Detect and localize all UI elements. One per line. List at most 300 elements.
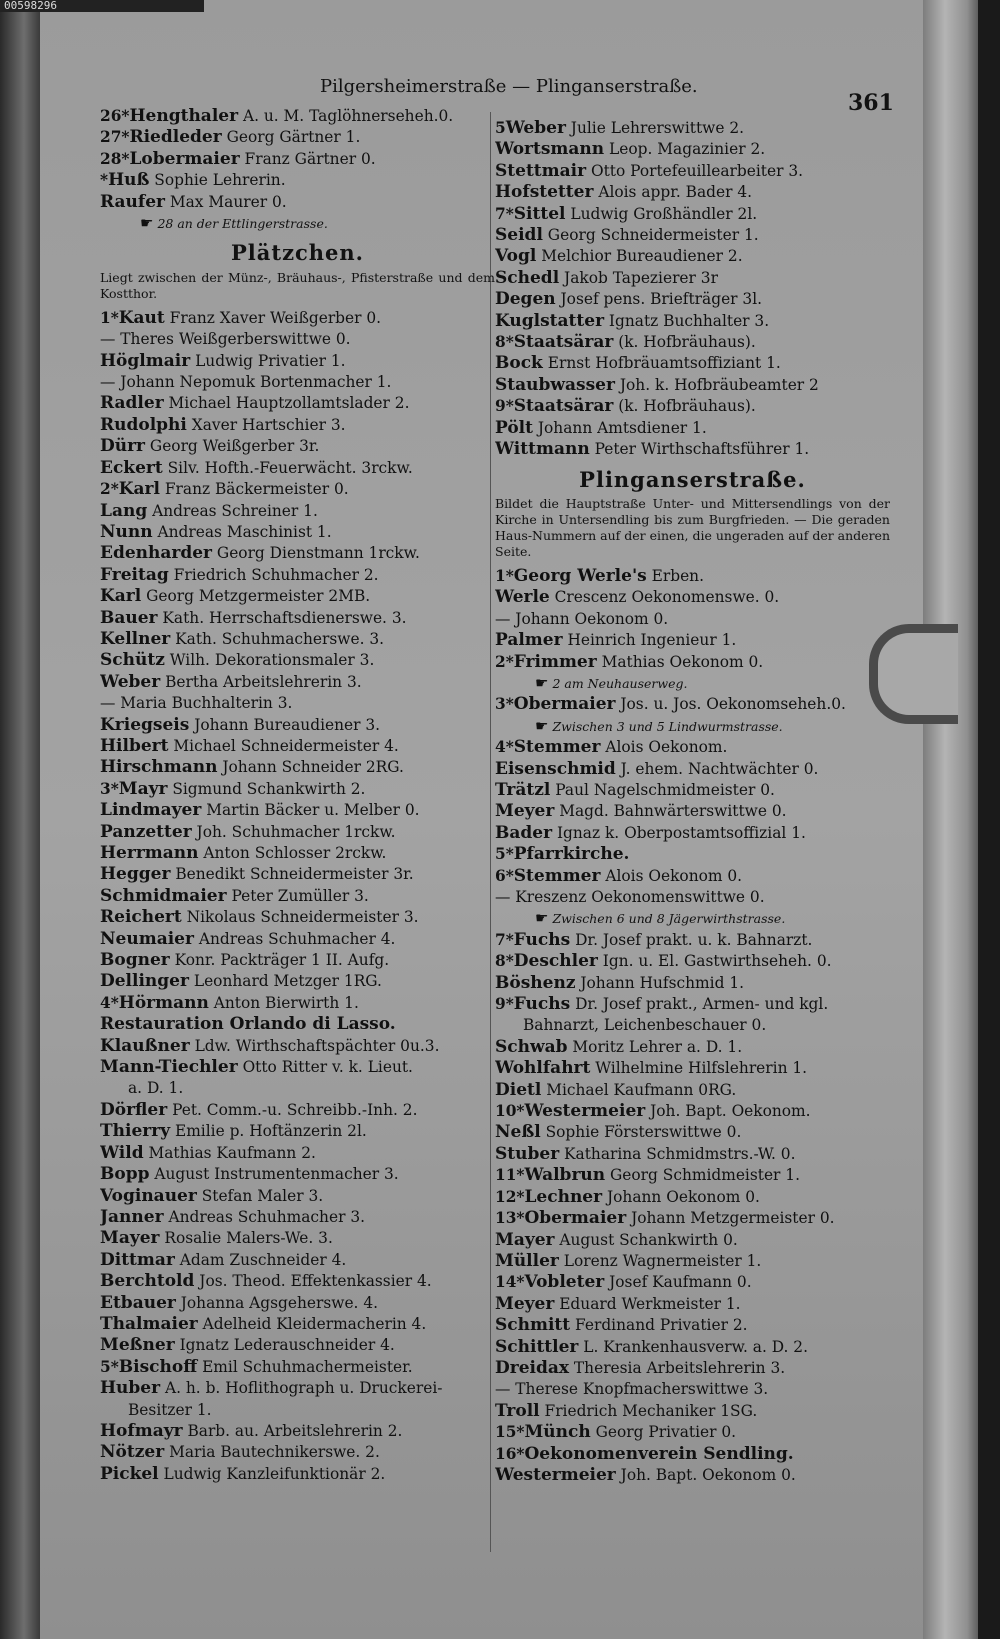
resident-surname: Meßner [100,1335,175,1356]
house-number: 14* [495,1273,525,1292]
directory-entry [495,439,890,460]
resident-details: Georg Schneidermeister 1. [542,226,759,245]
resident-surname: Eckert [100,457,163,478]
house-number: 15* [495,1423,525,1442]
resident-surname: Werle [495,587,550,608]
resident-details: A. u. M. Taglöhnerseheh.0. [238,107,454,125]
resident-surname: Mayr [118,778,168,799]
resident-surname: Hilbert [100,735,169,756]
directory-entry [100,1100,495,1121]
resident-surname: Wortsmann [495,139,605,160]
directory-entry [100,351,495,372]
resident-surname: Restauration Orlando di Lasso. [100,1014,396,1035]
resident-details: Jakob Tapezierer 3r [559,268,718,287]
directory-entry [495,1465,890,1486]
directory-entry [100,458,495,479]
resident-details: Ernst Hofbräuamtsoffiziant 1. [542,354,781,373]
directory-entry [100,127,495,148]
resident-details: Leonhard Metzger 1RG. [188,972,382,991]
house-number: 4* [100,993,119,1012]
scan-id: 00598296 [0,0,204,12]
resident-details: Xaver Hartschier 3. [186,415,346,434]
directory-entry [100,149,495,170]
resident-details: Ludwig Privatier 1. [190,351,346,370]
resident-details: Melchior Bureaudiener 2. [536,247,743,266]
directory-entry [495,1444,890,1465]
resident-details: Johann Bureaudiener 3. [189,715,381,734]
directory-entry [495,1358,890,1379]
directory-entry [100,779,495,800]
right-entries [495,566,890,1486]
directory-entry [495,1272,890,1293]
resident-surname: Stemmer [513,865,601,886]
resident-surname: Hofstetter [495,182,594,203]
resident-details: Joh. Bapt. Oekonom. [645,1102,811,1121]
directory-entry [100,501,495,522]
directory-entry [495,801,890,822]
directory-entry [100,372,495,393]
resident-surname: Bock [495,353,543,374]
directory-entry [100,1078,495,1099]
directory-entry [495,311,890,332]
resident-details: Sigmund Schankwirth 2. [167,779,366,798]
resident-details: Andreas Maschinist 1. [152,522,332,541]
resident-surname: Höglmair [100,350,191,371]
directory-entry [100,1228,495,1249]
resident-details: Friedrich Mechaniker 1SG. [539,1401,758,1420]
directory-entry [100,886,495,907]
directory-entry [495,887,890,908]
resident-details: Konr. Packträger 1 II. Aufg. [169,951,390,970]
resident-details: Kath. Herrschaftsdienerswe. 3. [157,608,407,627]
resident-details: Josef pens. Briefträger 3l. [555,290,763,309]
directory-entry [100,329,495,350]
resident-details: L. Krankenhausverw. a. D. 2. [578,1337,808,1356]
resident-details: Paul Nagelschmidmeister 0. [550,780,775,799]
directory-entry [495,204,890,225]
resident-surname: Dittmar [100,1249,175,1270]
directory-entry [495,1144,890,1165]
directory-entry [495,1315,890,1336]
house-number: 7* [495,204,514,223]
resident-details: Anton Schlosser 2rckw. [198,844,387,862]
left-top-entries [100,106,495,213]
directory-entry [495,951,890,972]
resident-surname: Hofmayr [100,1420,183,1441]
resident-details: Nikolaus Schneidermeister 3. [181,908,419,927]
resident-details: Michael Kaufmann 0RG. [541,1080,737,1099]
resident-surname: Schedl [495,267,560,288]
house-number: 3* [100,779,119,798]
resident-surname: Schittler [495,1336,579,1357]
resident-details: Bahnarzt, Leichenbeschauer 0. [523,1016,767,1035]
resident-details: Emil Schuhmachermeister. [197,1357,413,1376]
resident-surname: Sittel [513,203,566,224]
directory-entry [495,823,890,844]
resident-surname: Weber [100,671,161,692]
resident-details: — Kreszenz Oekonomenswittwe 0. [495,888,765,906]
directory-entry [495,1230,890,1251]
resident-details: Theresia Arbeitslehrerin 3. [569,1358,786,1377]
resident-surname: Wittmann [495,439,590,460]
resident-details: Ignatz Buchhalter 3. [604,311,770,330]
directory-entry [495,1058,890,1079]
directory-entry [100,393,495,414]
resident-surname: Staatsärar [513,332,614,353]
resident-details: Crescenz Oekonomenswe. 0. [549,588,780,607]
resident-surname: Weber [505,118,566,138]
resident-details: Andreas Schuhmacher 4. [193,929,396,948]
house-number: 5* [495,845,514,864]
directory-entry [495,353,890,374]
resident-surname: Pölt [495,417,533,438]
resident-details: Benedikt Schneidermeister 3r. [170,865,414,884]
resident-surname: Dörfler [100,1099,168,1120]
resident-details: Joh. Bapt. Oekonom 0. [615,1465,796,1484]
right-column [495,118,890,1486]
street-heading-plaetzchen: Plätzchen. [231,240,364,266]
resident-details: Otto Portefeuillearbeiter 3. [586,161,803,180]
resident-surname: Deschler [513,951,598,972]
resident-surname: Kaut [118,307,165,328]
directory-entry [100,1186,495,1207]
resident-details: Ignaz k. Oberpostamtsoffizial 1. [552,823,806,842]
directory-entry [495,118,890,139]
resident-details: Johann Amtsdiener 1. [532,418,707,437]
resident-surname: Edenharder [100,543,213,564]
resident-surname: Dellinger [100,971,189,992]
resident-surname: Dürr [100,436,146,457]
directory-entry [495,759,890,780]
resident-details: Johann Schneider 2RG. [217,758,404,777]
cross-reference [495,716,890,737]
resident-surname: Bader [495,822,553,843]
resident-details: Franz Xaver Weißgerber 0. [164,308,382,327]
resident-surname: Mayer [495,1229,555,1250]
resident-details: Josef Kaufmann 0. [604,1273,752,1292]
resident-surname: Pfarrkirche. [513,844,630,865]
resident-details: Alois Oekonom. [600,738,728,757]
resident-surname: Bopp [100,1164,150,1185]
directory-entry [100,1378,495,1399]
resident-details: — Johann Nepomuk Bortenmacher 1. [100,373,392,392]
directory-entry [495,289,890,310]
resident-details: Dr. Josef prakt. u. k. Bahnarzt. [570,930,813,949]
directory-entry [100,1421,495,1442]
directory-entry [100,586,495,607]
resident-details: Mathias Kaufmann 2. [143,1143,316,1162]
resident-surname: Nunn [100,521,153,542]
resident-details: a. D. 1. [128,1079,184,1098]
directory-entry [100,1357,495,1378]
directory-entry [100,436,495,457]
directory-entry [100,1121,495,1142]
resident-surname: Stuber [495,1143,560,1164]
street-description: Liegt zwischen der Münz-, Bräuhaus-, Pfisterstraße und dem Kostthor. [100,269,495,301]
resident-details: Ludwig Großhändler 2l. [565,204,758,223]
directory-entry [495,973,890,994]
resident-surname: Stettmair [495,160,587,181]
resident-surname: Fuchs [513,929,571,950]
right-top-entries [495,118,890,461]
directory-entry [100,929,495,950]
house-number: 3* [495,695,514,714]
directory-entry [495,332,890,353]
directory-entry [100,1293,495,1314]
resident-details: Wilhelmine Hilfslehrerin 1. [590,1059,808,1078]
directory-entry [100,822,495,843]
directory-entry [100,543,495,564]
resident-surname: Kellner [100,628,171,649]
house-number: 7* [495,930,514,949]
resident-details: Wilh. Dekorationsmaler 3. [164,651,375,670]
resident-details: Barb. au. Arbeitslehrerin 2. [182,1421,403,1440]
resident-details: Georg Dienstmann 1rckw. [212,544,420,563]
page-number: 361 [848,90,894,116]
resident-surname: Huß [108,170,150,191]
directory-entry [100,608,495,629]
resident-surname: Münch [524,1422,591,1443]
directory-entry [495,780,890,801]
resident-surname: Westermeier [495,1464,616,1485]
resident-details: — Therese Knopfmacherswittwe 3. [495,1380,769,1399]
resident-details: Maria Bautechnikerswe. 2. [164,1443,380,1462]
resident-details: Johanna Agsgeherswe. 4. [175,1293,379,1312]
resident-details: J. ehem. Nachtwächter 0. [615,759,819,778]
directory-entry [495,139,890,160]
left-entries [100,308,495,1485]
resident-surname: Hengthaler [129,106,239,126]
directory-entry [100,907,495,928]
resident-details: Eduard Werkmeister 1. [554,1294,741,1313]
resident-details: Georg Gärtner 1. [221,128,361,147]
resident-surname: Lechner [524,1186,603,1207]
directory-entry [495,246,890,267]
resident-details: Katharina Schmidmstrs.-W. 0. [559,1144,796,1163]
resident-details: Michael Schneidermeister 4. [168,736,399,755]
resident-details: Julie Lehrerswittwe 2. [565,119,745,137]
directory-entry [495,396,890,417]
house-number: 1* [100,308,119,327]
directory-entry [100,1271,495,1292]
house-number: 8* [495,333,514,352]
directory-entry [100,1314,495,1335]
directory-entry [100,629,495,650]
resident-surname: Panzetter [100,821,192,842]
resident-details: Franz Bäckermeister 0. [159,480,349,499]
directory-entry [100,1464,495,1485]
directory-entry [100,1014,495,1035]
resident-surname: Schwab [495,1036,568,1057]
directory-entry [495,694,890,715]
resident-details: Sophie Lehrerin. [149,171,286,190]
house-number: 26* [100,107,130,125]
resident-surname: Trätzl [495,779,551,800]
resident-details: Georg Privatier 0. [590,1423,737,1442]
cross-reference [495,908,890,929]
resident-details: Ignatz Lederauschneider 4. [174,1336,395,1355]
house-number: 9* [495,995,514,1014]
directory-entry [100,1164,495,1185]
house-number: 28* [100,149,130,168]
directory-entry [495,268,890,289]
resident-details: — Theres Weißgerberswittwe 0. [100,330,351,349]
resident-surname: Bauer [100,607,158,628]
resident-details: Anton Bierwirth 1. [208,993,359,1012]
directory-entry [495,1037,890,1058]
resident-details: — Johann Oekonom 0. [495,609,669,628]
house-number: 2* [100,480,119,499]
directory-entry [100,950,495,971]
resident-surname: Thierry [100,1121,171,1142]
resident-details: Dr. Josef prakt., Armen- und kgl. [570,995,829,1014]
directory-entry [100,757,495,778]
pointing-hand-icon: ☛ [140,214,154,233]
directory-entry [100,1057,495,1078]
resident-surname: Eisenschmid [495,758,616,779]
pointing-hand-icon: ☛ [535,909,549,928]
street-description: Bildet die Hauptstraße Unter- und Mittersendlings von der Kirche in Untersendling bis zum Burgfrieden. — Die geraden Haus-Nummern auf der einen, die ungeraden auf der anderen Seite. [495,495,890,559]
resident-surname: Staatsärar [513,396,614,417]
directory-entry [495,1165,890,1186]
resident-details: Besitzer 1. [128,1400,212,1419]
resident-details: Alois appr. Bader 4. [593,183,753,202]
resident-surname: Schütz [100,650,165,671]
cross-reference-text: Zwischen 6 und 8 Jägerwirthstrasse. [552,911,786,927]
resident-details: Ldw. Wirthschaftspächter 0u.3. [189,1036,440,1055]
resident-surname: Berchtold [100,1271,195,1292]
house-number: 27* [100,128,130,147]
resident-details: Georg Schmidmeister 1. [605,1166,800,1185]
resident-surname: Georg Werle's [513,565,647,586]
directory-entry [495,1422,890,1443]
resident-surname: Rudolphi [100,414,187,435]
resident-surname: Janner [100,1206,164,1227]
resident-surname: Wild [100,1142,144,1163]
directory-entry [100,736,495,757]
resident-details: (k. Hofbräuhaus). [613,333,756,352]
directory-entry [495,1251,890,1272]
house-number: 2* [495,652,514,671]
resident-details: Peter Zumüller 3. [226,886,369,905]
resident-surname: Nötzer [100,1442,165,1463]
resident-details: Sophie Försterswittwe 0. [540,1123,742,1142]
resident-details: Johann Hufschmid 1. [575,973,745,992]
resident-details: Georg Metzgermeister 2MB. [141,587,371,606]
resident-surname: Neßl [495,1122,541,1143]
resident-surname: Karl [100,586,142,607]
resident-surname: Pickel [100,1463,159,1484]
resident-surname: Obermaier [524,1208,627,1229]
directory-entry [495,1401,890,1422]
directory-entry [495,652,890,673]
directory-entry [495,1187,890,1208]
page-header: Pilgersheimerstraße — Plinganserstraße. [320,76,698,97]
resident-surname: Huber [100,1378,161,1399]
resident-details: Mathias Oekonom 0. [596,652,764,671]
resident-details: Lorenz Wagnermeister 1. [558,1251,762,1270]
resident-details: Jos. u. Jos. Oekonomseheh.0. [615,695,846,714]
resident-details: Georg Weißgerber 3r. [145,437,320,456]
resident-details: Stefan Maler 3. [196,1186,324,1205]
resident-details: Joh. Schuhmacher 1rckw. [191,822,396,841]
directory-entry [495,1379,890,1400]
resident-details: Heinrich Ingenieur 1. [562,631,737,650]
resident-details: Alois Oekonom 0. [600,866,743,885]
resident-surname: Oekonomenverein Sendling. [524,1443,794,1464]
resident-surname: Schmitt [495,1315,571,1336]
resident-details: Martin Bäcker u. Melber 0. [201,801,420,820]
directory-entry [100,971,495,992]
directory-entry [495,1122,890,1143]
resident-surname: Obermaier [513,694,616,715]
directory-entry [495,1080,890,1101]
resident-details: Ign. u. El. Gastwirthseheh. 0. [597,952,832,971]
house-number: 5 [495,119,506,137]
directory-entry [495,994,890,1015]
resident-surname: Hirschmann [100,757,218,778]
resident-surname: Hegger [100,864,171,885]
directory-entry [495,1208,890,1229]
resident-surname: Riedleder [129,127,222,148]
directory-entry [495,1101,890,1122]
house-number: 5* [100,1357,119,1376]
resident-details: Kath. Schuhmacherswe. 3. [170,629,385,648]
resident-details: Otto Ritter v. k. Lieut. [237,1058,413,1077]
resident-details: Magd. Bahnwärterswittwe 0. [554,802,787,821]
resident-details: Moritz Lehrer a. D. 1. [567,1037,743,1056]
resident-surname: Stemmer [513,737,601,758]
cross-reference-text: 2 am Neuhauserweg. [552,675,688,691]
resident-surname: Degen [495,289,556,310]
resident-surname: Etbauer [100,1292,176,1313]
resident-surname: Staubwasser [495,374,615,395]
page-fore-edge [923,0,978,1639]
house-number: 9* [495,397,514,416]
directory-entry [100,522,495,543]
resident-surname: Walbrun [524,1165,606,1186]
resident-surname: Kriegseis [100,714,190,735]
directory-entry [100,1207,495,1228]
resident-surname: Reichert [100,907,182,928]
house-number: 16* [495,1444,525,1463]
resident-details: Andreas Schreiner 1. [147,501,318,520]
resident-details: Emilie p. Hoftänzerin 2l. [170,1122,367,1141]
resident-details: Friedrich Schuhmacher 2. [168,565,379,584]
resident-details: Peter Wirthschaftsführer 1. [589,440,810,459]
directory-entry [495,844,890,865]
directory-entry [100,565,495,586]
resident-surname: Vogl [495,246,537,267]
resident-details: Rosalie Malers-We. 3. [159,1229,333,1248]
directory-entry [100,106,495,127]
resident-details: Silv. Hofth.-Feuerwächt. 3rckw. [162,458,413,477]
directory-entry [100,1442,495,1463]
adjacent-page-edge [0,0,40,1639]
resident-details: Jos. Theod. Effektenkassier 4. [194,1272,432,1291]
directory-entry [495,1294,890,1315]
house-number: * [100,171,109,190]
resident-surname: Seidl [495,225,543,246]
resident-details: Ludwig Kanzleifunktionär 2. [158,1464,386,1483]
house-number: 6* [495,866,514,885]
resident-surname: Lindmayer [100,800,202,821]
resident-surname: Böshenz [495,972,576,993]
house-number: 4* [495,738,514,757]
resident-surname: Palmer [495,630,563,651]
resident-details: Joh. k. Hofbräubeamter 2 [614,375,819,394]
resident-surname: Fuchs [513,994,571,1015]
